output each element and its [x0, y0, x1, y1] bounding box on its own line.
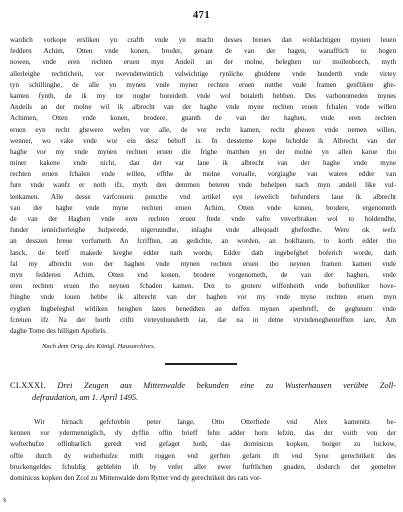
text-line: lenkamen. Alle desse varfcreuen puncthe vnd artikel eyn iewelich befundern laue ik albrecht: [10, 192, 396, 201]
text-line: wufterhufze offinbarlich geredt vnd gefaget hoth, das dominicus kopken, borger zu luckow,: [10, 440, 396, 449]
text-line: eren rechten eruen tho neynen fchaden kamen. Dez to grotere wiffenheith vnde boftenliker bove-: [10, 282, 396, 291]
text-line: allerleighe rechticheit, vor twevndetwintich vulwichtige rynliche ghuldene vnde hunderth vnde virtey: [10, 69, 396, 78]
text-line: bruckengeldes fchuldig geblebin ift by vnfer aller ewer furftlichen gnaden, dodurch der gemelter: [10, 462, 396, 471]
text-line: feddern Achim, Otten vnde konen, broder, genant de van der hagen, wanafftich to hogen: [10, 47, 396, 56]
document-number: CLXXXI.: [10, 381, 46, 390]
text-line: dominicus kopken den Zcol zu Mittenwalde dem Rytter vnd dy gerechtikeit des rats vor-: [10, 473, 262, 482]
text-line: wardich vorkope ersliken yn crafth vnde yn macht desses breues dan woldachtigen mynen leuen: [10, 36, 396, 44]
text-line: lanck, de breff makede kreghe edder nath worde, Edder dath ingebefghel boferich worde, dath: [10, 248, 396, 257]
section-divider: [165, 363, 237, 365]
heading-line-2: defraudation, am 1. April 1495.: [32, 393, 139, 402]
text-line: Wir hirnach gefchrebin peter lange, Otto Otterftede vnd Alex kamenitz be-: [34, 418, 396, 426]
text-line: kennen vor ydermenniglich, dy dyffin offin brieff fehn adder horn lefzin, das der voith von der: [10, 429, 396, 438]
text-line: haghe vor my vnde mynen rechten eruen die frighe matthen yn der molne yn allen karue tho: [10, 147, 396, 156]
page-number: 471: [192, 10, 211, 21]
source-note: Nach dem Orig. des Königl. Hausarchives.: [42, 343, 156, 350]
text-line: de van der Haghen vnde eren rechten eruen ftede vnde vafte vnvorbraken wol to holdendhe,: [10, 215, 396, 223]
continued-text: [10, 35, 396, 337]
margin-mark: §: [3, 497, 7, 504]
text-line: ftinghe vnde louen hebbe ik albrecht van der haghen vor my vnde myne rechten eruen myn: [10, 293, 396, 302]
heading-line-1: CLXXXI. Drei Zeugen aus Mittenwalde bekunden eine zu Wusterhausen verübte Zoll-: [10, 381, 396, 390]
text-line: Andeils an der molne wil ik albrecht van der haghe vnde myne rechten eruen fchalen vnde willen: [10, 103, 396, 112]
text-line: funder iennicherleighe hulperede, nigeruundhe, infaghe vnde alleqoadt gheferdhe. Were ok wefz: [10, 226, 396, 235]
text-line: fcreuen ifz Na der borth crifti virteynhunderth iar, dar na in deme virvndeneghentefften iare, Am: [10, 315, 396, 324]
text-line: fal my albrecht von der haghen vnde mynen rechten eruen tho neynen framen kamen vnde: [10, 259, 396, 268]
text-line: nowen, vnde eren rechten eruen myn Andeil an der molne, beleghen tor mollenborch, myth: [10, 58, 396, 67]
text-line: an desszen breue vorfumeth An fcrifften, an gedichte, an worden, an bokftauen, to korth edder tho: [10, 237, 396, 246]
text-line: wenner, wo vake vnde wor ein desz behoff is. In dessteme kope bcholde ik Albrecht van der: [10, 136, 396, 145]
text-line: tyn schillinghe, de alle yn mynen vnde myner rechten eruen nutthe vnde framen genfliken ghe-: [10, 80, 396, 89]
text-line: myn fedderen Achim, Otten vnd konen, brodere vorgenometh, de van der haghen, vnde: [10, 270, 396, 279]
text-line: eyghen Ingbefeghel witliken henghen laten beneddten an deffen mynen apenbreff, de gegheuen vnde: [10, 304, 396, 313]
text-line: fure vnde wanfz er noth ifz, myth den demmen beteren vnde behelpen nach myn andeil like vul-: [10, 181, 396, 190]
text-line: van der haghe vnde myne rechten eruen Achim, Otten vnde konen, brodere, ergenometh: [10, 203, 396, 212]
text-line: offte durch dy wufterhufze mith roggen vnd gerften gefarn ift vnd Syne gerechtikeit des: [10, 451, 396, 460]
text-line: daghe Tome des hilligen Apoftels.: [10, 326, 107, 335]
text-line: rechten eruen fchalen vnde willen, effthe de molne vorualle, vorgiaghe van watere edder van: [10, 170, 396, 179]
text-line: miner kakene vnde nicht, dan der var laue ik albrecht van der haghe vnde myne: [10, 159, 396, 168]
document-body: [10, 417, 396, 484]
text-line: kamen fynth, de ik my tor noghe boreideth vnde wol botaleth hebben. Des varbonomeden mynes: [10, 91, 396, 100]
text-line: Achimen, Otten vnde konen, brodere, gnanth de van der haghen, vnde eren rechten: [10, 114, 396, 123]
text-line: eruen eyn recht ghewere wefen vor alle, de vor recht kamen, recht gheuen vnde nemen willen,: [10, 125, 396, 134]
document-heading: [10, 380, 396, 404]
